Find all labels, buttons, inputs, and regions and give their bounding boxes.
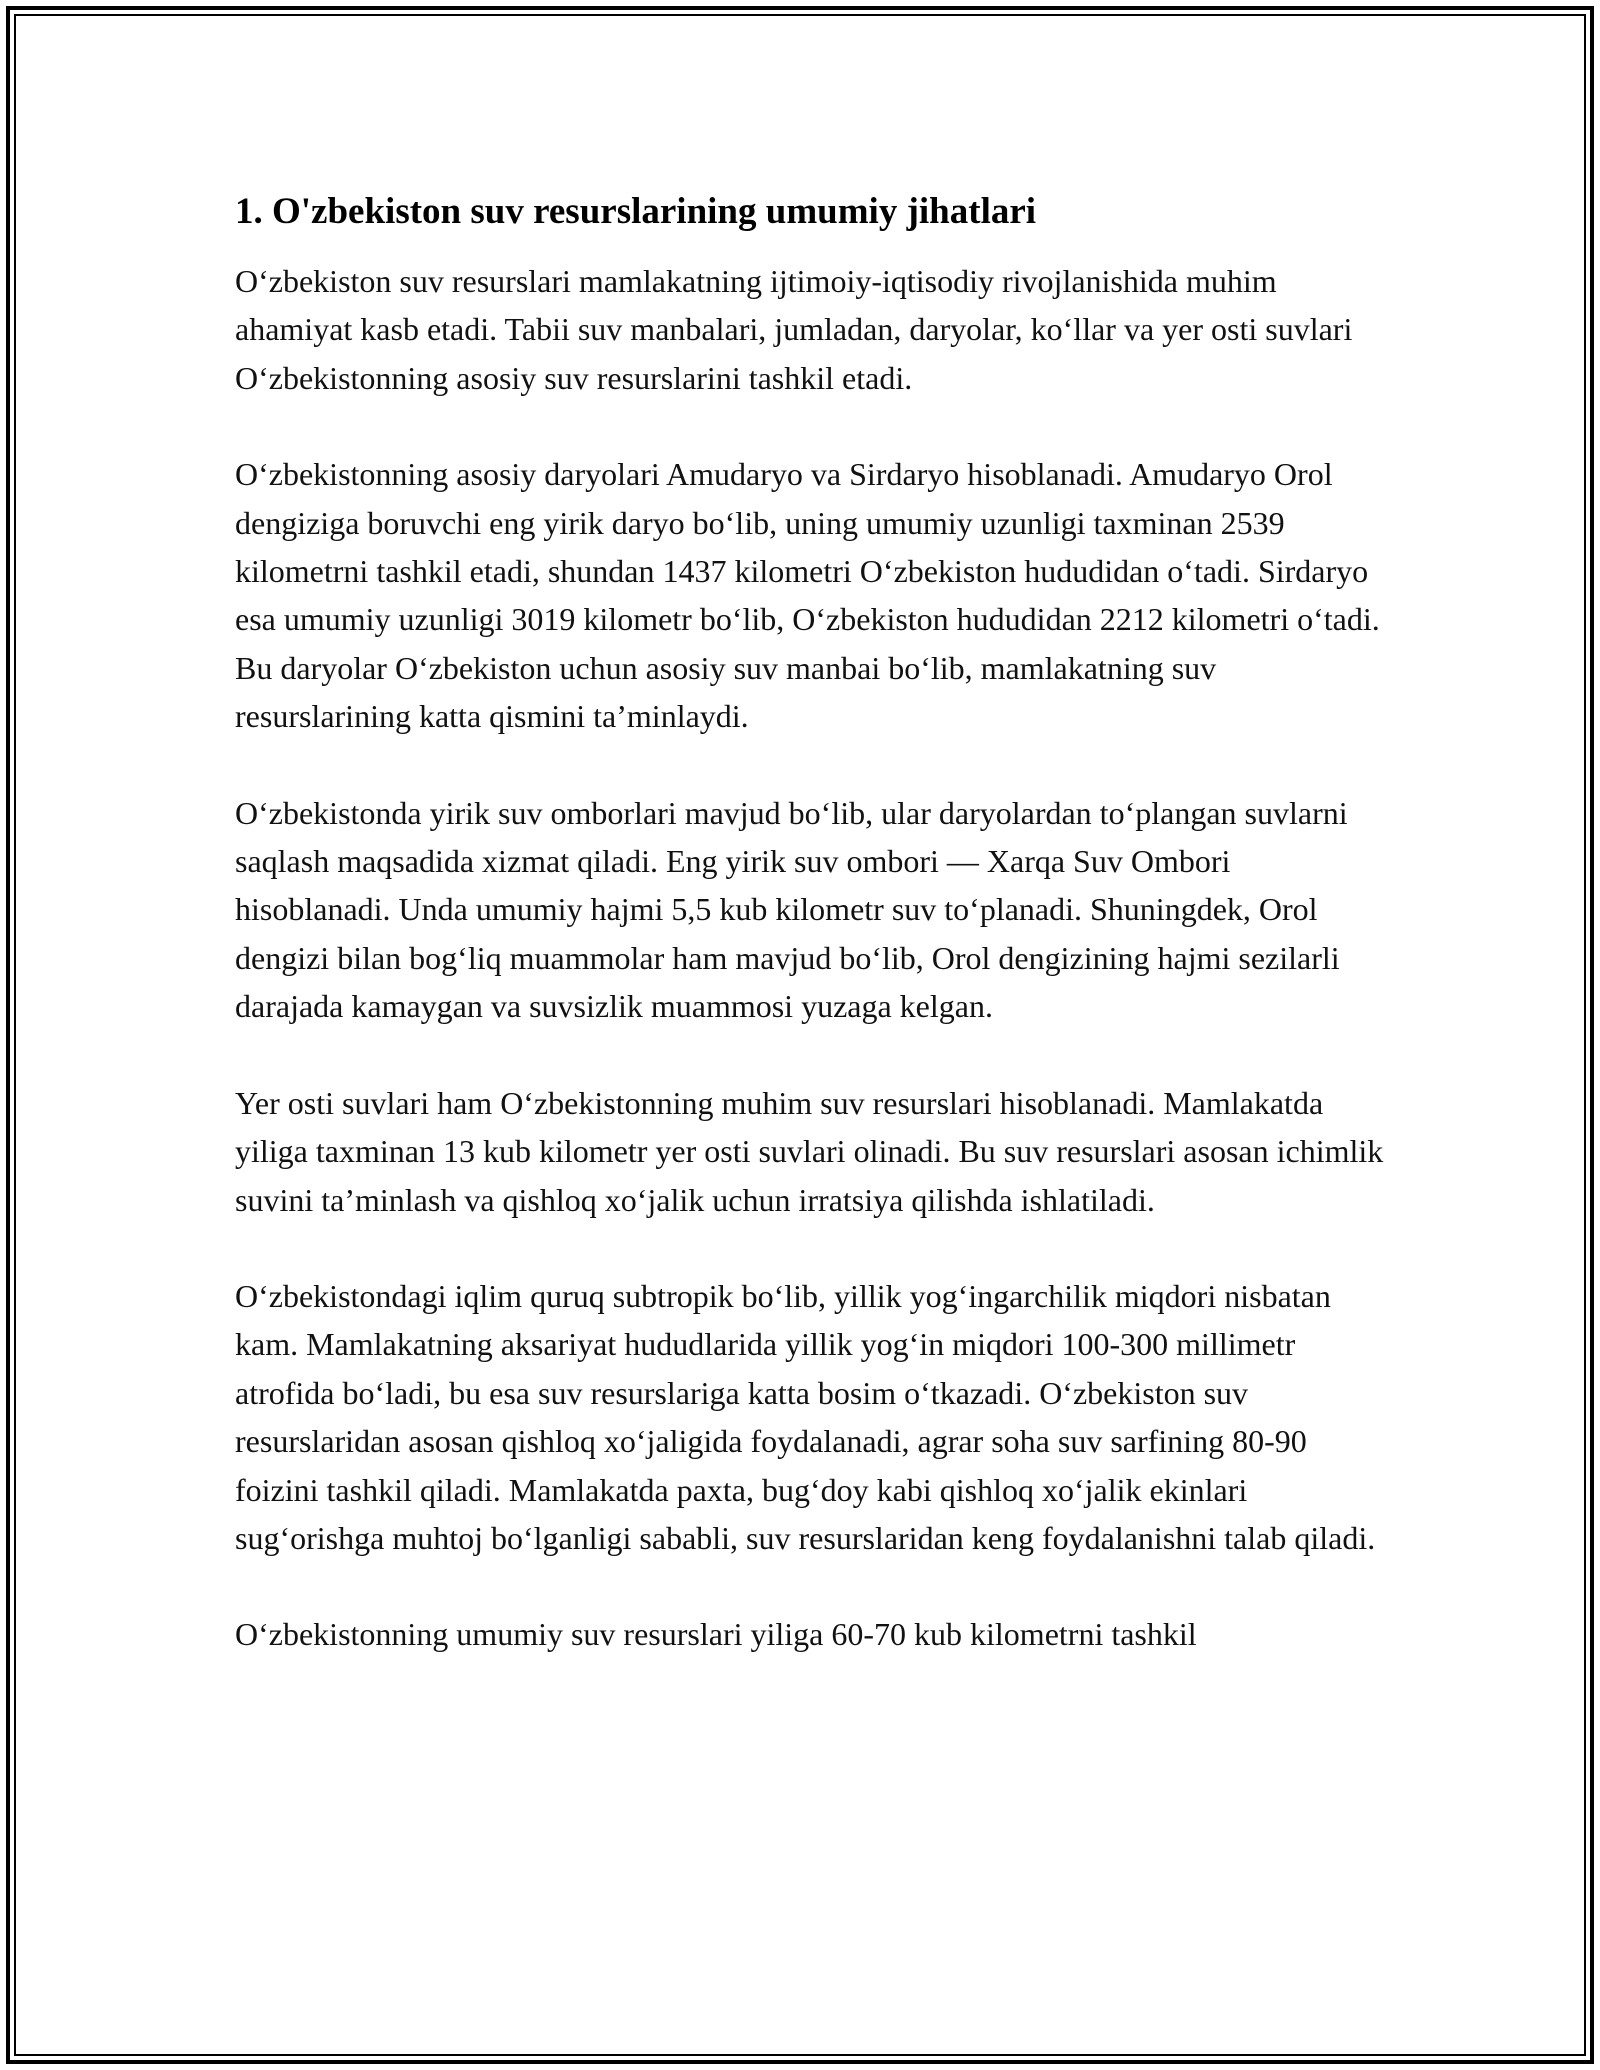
paragraph-groundwater: Yer osti suvlari ham O‘zbekistonning muhim suv resurslari hisoblanadi. Mamlakatda yiliga taxminan 13 kub kilometr yer osti suvlari olinadi. Bu suv resurslari asosan ichimlik suvini ta’minlash va qishloq xo‘jalik uchun irratsiya qilishda ishlatiladi. <box>235 1084 1384 1218</box>
paragraph-total-resources: O‘zbekistonning umumiy suv resurslari yiliga 60-70 kub kilometrni tashkil <box>235 1616 1197 1653</box>
section-heading: 1. O'zbekiston suv resurslarining umumiy jihatlari <box>235 191 1037 232</box>
paragraph-rivers: O‘zbekistonning asosiy daryolari Amudaryo va Sirdaryo hisoblanadi. Amudaryo Orol dengiziga boruvchi eng yirik daryo bo‘lib, uning umumiy uzunligi taxminan 2539 kilometrni tashkil etadi, shundan 1437 kilometri O‘zbekiston hududidan o‘tadi. Sirdaryo esa umumiy uzunligi 3019 kilometr bo‘lib, O‘zbekiston hududidan 2212 kilometri o‘tadi. Bu daryolar O‘zbekiston uchun asosiy suv manbai bo‘lib, mamlakatning suv resurslarining katta qismini ta’minlaydi. <box>235 456 1380 735</box>
document-body <box>235 185 1385 1659</box>
paragraph-climate: O‘zbekistondagi iqlim quruq subtropik bo‘lib, yillik yog‘ingarchilik miqdori nisbatan kam. Mamlakatning aksariyat hududlarida yillik yog‘in miqdori 100-300 millimetr atrofida bo‘ladi, bu esa suv resurslariga katta bosim o‘tkazadi. O‘zbekiston suv resurslaridan asosan qishloq xo‘jaligida foydalanadi, agrar soha suv sarfining 80-90 foizini tashkil qiladi. Mamlakatda paxta, bug‘doy kabi qishloq xo‘jalik ekinlari sug‘orishga muhtoj bo‘lganligi sababli, suv resurslaridan keng foydalanishni talab qiladi. <box>235 1277 1376 1556</box>
paragraph-intro: O‘zbekiston suv resurslari mamlakatning ijtimoiy-iqtisodiy rivojlanishida muhim ahamiyat kasb etadi. Tabii suv manbalari, jumladan, daryolar, ko‘llar va yer osti suvlari O‘zbekistonning asosiy suv resurslarini tashkil etadi. <box>235 263 1353 396</box>
paragraph-reservoirs: O‘zbekistonda yirik suv omborlari mavjud bo‘lib, ular daryolardan to‘plangan suvlarni saqlash maqsadida xizmat qiladi. Eng yirik suv ombori — Xarqa Suv Ombori hisoblanadi. Unda umumiy hajmi 5,5 kub kilometr suv to‘planadi. Shuningdek, Orol dengizi bilan bog‘liq muammolar ham mavjud bo‘lib, Orol dengizining hajmi sezilarli darajada kamaygan va suvsizlik muammosi yuzaga kelgan. <box>235 794 1348 1025</box>
